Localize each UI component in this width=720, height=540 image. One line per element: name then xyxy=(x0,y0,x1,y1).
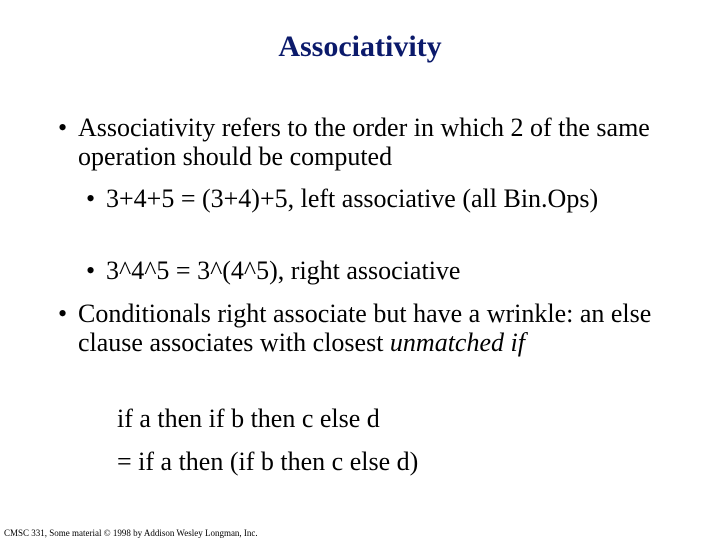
bullet-conditionals xyxy=(58,299,688,357)
bullet-right-associative-example xyxy=(86,256,646,285)
bullet-text-emphasis: unmatched if xyxy=(389,328,525,357)
bullet-text: 3^4^5 = 3^(4^5), right associative xyxy=(106,256,461,285)
bullet-dot: • xyxy=(58,113,68,142)
bullet-dot: • xyxy=(86,256,96,285)
bullet-text xyxy=(58,299,688,357)
bullet-text-main: Conditionals right associate but have a wrinkle: an else clause associates with closest xyxy=(78,299,652,357)
slide-title: Associativity xyxy=(278,30,442,63)
bullet-text: 3+4+5 = (3+4)+5, left associative (all Bin.Ops) xyxy=(106,184,599,213)
bullet-dot: • xyxy=(58,299,68,328)
code-line-1: if a then if b then c else d xyxy=(117,404,380,433)
bullet-left-associative-example xyxy=(86,184,606,213)
bullet-text: Associativity refers to the order in which 2 of the same operation should be computed xyxy=(78,113,650,171)
bullet-dot: • xyxy=(86,184,96,213)
bullet-associativity-definition xyxy=(58,113,688,171)
code-line-2: = if a then (if b then c else d) xyxy=(117,447,419,476)
slide-footer: CMSC 331, Some material © 1998 by Addison Wesley Longman, Inc. xyxy=(4,528,258,538)
